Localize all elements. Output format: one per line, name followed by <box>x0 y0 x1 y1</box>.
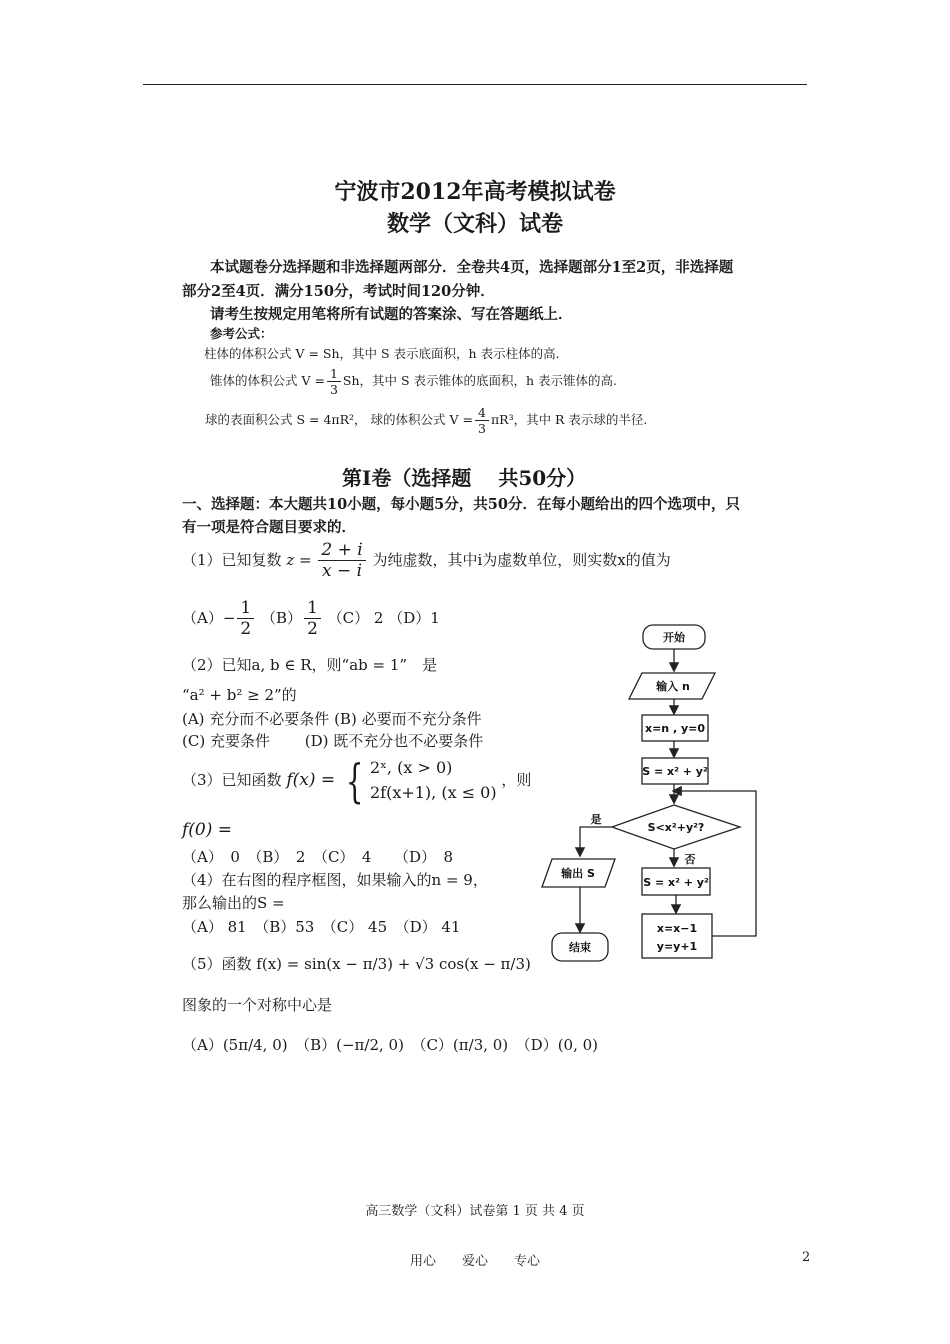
fraction-denominator: 3 <box>477 421 486 436</box>
q3-prefix: （3）已知函数 <box>182 770 282 789</box>
q4-options: （A） 81 （B）53 （C） 45 （D） 41 <box>182 918 461 936</box>
page-number: 2 <box>802 1250 811 1265</box>
q5-options: （A）(5π/4, 0) （B）(−π/2, 0) （C）(π/3, 0) （D）(0, 0) <box>182 1036 599 1054</box>
q1-numerator: 2 + i <box>318 540 365 561</box>
q3-cases <box>370 756 497 806</box>
flow-update1-label: x=x−1 <box>656 922 698 935</box>
q1-prefix: （1）已知复数 <box>182 550 282 569</box>
flow-end-label: 结束 <box>569 941 591 954</box>
flow-init-label: x=n , y=0 <box>644 722 706 735</box>
formula-cone-prefix: 锥体的体积公式 V = <box>210 373 325 388</box>
flow-no-label: 否 <box>684 853 696 866</box>
q1-option-a-fraction <box>237 598 254 640</box>
fraction-numerator: 1 <box>237 598 254 619</box>
reference-formulas-label: 参考公式： <box>210 326 273 341</box>
q3-options: （A） 0 （B） 2 （C） 4 （D） 8 <box>182 848 454 866</box>
question-3 <box>182 753 532 808</box>
flow-output-label: 输出 S <box>561 867 595 880</box>
question-1 <box>182 540 671 582</box>
section-description-1: 一、选择题：本大题共10小题，每小题5分，共50分．在每小题给出的四个选项中，只 <box>182 496 740 513</box>
intro-line-1: 本试题卷分选择题和非选择题两部分．全卷共4页，选择题部分1至2页，非选择题 <box>210 259 734 276</box>
q5-prompt: 图象的一个对称中心是 <box>182 996 333 1014</box>
flow-input-label: 输入 n <box>656 680 690 693</box>
flow-start-label: 开始 <box>663 631 685 644</box>
flow-yes-label: 是 <box>590 813 602 826</box>
page-motto: 用心 爱心 专心 <box>409 1254 540 1269</box>
flow-assign-label: S = x² + y² <box>642 765 708 778</box>
q3-brace: { <box>345 753 364 808</box>
q3-case-1: 2ˣ, (x > 0) <box>369 758 453 777</box>
intro-line-3: 请考生按规定用笔将所有试题的答案涂、写在答题纸上． <box>210 306 573 323</box>
fraction-numerator: 1 <box>304 598 321 619</box>
section-heading: 第Ⅰ卷（选择题 共50分） <box>342 466 587 490</box>
q1-z: z = <box>286 550 312 569</box>
fraction-one-third <box>327 366 341 397</box>
formula-prism: 柱体的体积公式 V = Sh，其中 S 表示底面积，h 表示柱体的高. <box>204 346 560 361</box>
flow-assign2-label: S = x² + y² <box>643 876 709 889</box>
fraction-four-thirds <box>475 405 489 436</box>
q3-f0: f(0) = <box>182 820 233 840</box>
flow-condition-label: S<x²+y²? <box>647 821 705 834</box>
q3-function: f(x) = <box>286 769 336 790</box>
flowchart <box>530 615 780 995</box>
q2-options-2: (C) 充要条件 (D) 既不充分也不必要条件 <box>182 732 484 750</box>
fraction-numerator: 1 <box>327 366 341 382</box>
q1-option-a-label: （A） <box>182 608 223 627</box>
question-5: （5）函数 f(x) = sin(x − π/3) + √3 cos(x − π/3) <box>182 955 531 973</box>
header-rule <box>143 84 807 85</box>
q1-option-b-label: （B） <box>261 608 303 627</box>
question-2: （2）已知a, b ∈ R，则“ab = 1” 是 <box>182 656 438 674</box>
flow-update2-label: y=y+1 <box>656 940 698 953</box>
q2-options-1: (A) 充分而不必要条件 (B) 必要而不充分条件 <box>182 710 482 728</box>
q1-options <box>182 598 440 640</box>
q1-option-b-fraction <box>304 598 321 640</box>
section-description-2: 有一项是符合题目要求的． <box>182 519 356 536</box>
q3-case-2: 2f(x+1), (x ≤ 0) <box>369 782 497 802</box>
q3-suffix: ，则 <box>501 770 532 789</box>
q2-condition: “a² + b² ≥ 2”的 <box>182 686 297 704</box>
page-footer-label: 高三数学（文科）试卷第 1 页 共 4 页 <box>365 1204 585 1219</box>
fraction-denominator: 3 <box>329 382 338 397</box>
q1-options-cd: （C） 2 （D）1 <box>327 608 440 627</box>
fraction-numerator: 4 <box>475 405 489 421</box>
q1-option-a-sign: − <box>222 608 236 627</box>
fraction-denominator: 2 <box>307 619 318 640</box>
q1-fraction <box>318 540 365 582</box>
formula-cone-suffix: Sh，其中 S 表示锥体的底面积，h 表示锥体的高. <box>342 373 618 388</box>
q1-denominator: x − i <box>321 561 363 582</box>
q1-suffix: 为纯虚数，其中i为虚数单位，则实数x的值为 <box>372 550 671 569</box>
question-4: （4）在右图的程序框图，如果输入的n = 9， <box>182 871 488 889</box>
formula-sphere-suffix: πR³，其中 R 表示球的半径. <box>490 412 648 427</box>
exam-subtitle: 数学（文科）试卷 <box>386 211 563 237</box>
fraction-denominator: 2 <box>240 619 252 640</box>
formula-sphere-prefix: 球的表面积公式 S = 4πR²， 球的体积公式 V = <box>205 412 473 427</box>
q4-output: 那么输出的S = <box>182 894 285 912</box>
exam-title: 宁波市2012年高考模拟试卷 <box>334 179 616 205</box>
intro-line-2: 部分2至4页．满分150分，考试时间120分钟． <box>182 283 495 300</box>
formula-sphere <box>205 405 647 436</box>
formula-cone <box>210 366 617 397</box>
